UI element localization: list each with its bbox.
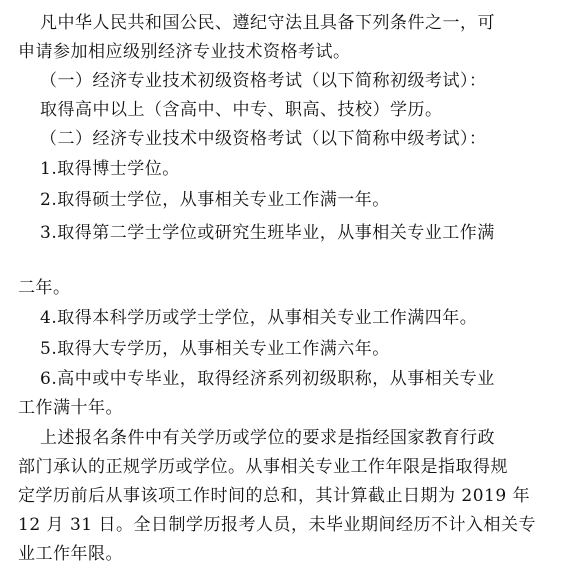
requirement-item-1: 1.取得博士学位。 [40,159,180,179]
note-line-5: 业工作年限。 [18,544,123,564]
intro-line-2: 申请参加相应级别经济专业技术资格考试。 [18,42,351,62]
requirement-item-6: 6.高中或中专毕业，取得经济系列初级职称，从事相关专业 [40,369,495,389]
requirement-item-3: 3.取得第二学士学位或研究生班毕业，从事相关专业工作满 [40,223,495,243]
requirement-item-3-continued: 二年。 [18,278,71,298]
note-line-4: 12 月 31 日。全日制学历报考人员，未毕业期间经历不计入相关专 [18,515,536,535]
requirement-item-2: 2.取得硕士学位，从事相关专业工作满一年。 [40,190,390,210]
primary-exam-requirement: 取得高中以上（含高中、中专、职高、技校）学历。 [40,100,443,120]
intro-line-1: 凡中华人民共和国公民、遵纪守法且具备下列条件之一，可 [40,13,495,33]
middle-exam-heading: （二）经济专业技术中级资格考试（以下简称中级考试）： [40,129,487,149]
note-line-3: 定学历前后从事该项工作时间的总和，其计算截止日期为 2019 年 [18,486,531,506]
requirement-item-6-continued: 工作满十年。 [18,398,123,418]
primary-exam-heading: （一）经济专业技术初级资格考试（以下简称初级考试）： [40,71,487,91]
requirement-item-5: 5.取得大专学历，从事相关专业工作满六年。 [40,339,390,359]
note-line-2: 部门承认的正规学历或学位。从事相关专业工作年限是指取得规 [18,457,508,477]
note-line-1: 上述报名条件中有关学历或学位的要求是指经国家教育行政 [40,428,495,448]
requirement-item-4: 4.取得本科学历或学士学位，从事相关专业工作满四年。 [40,308,478,328]
